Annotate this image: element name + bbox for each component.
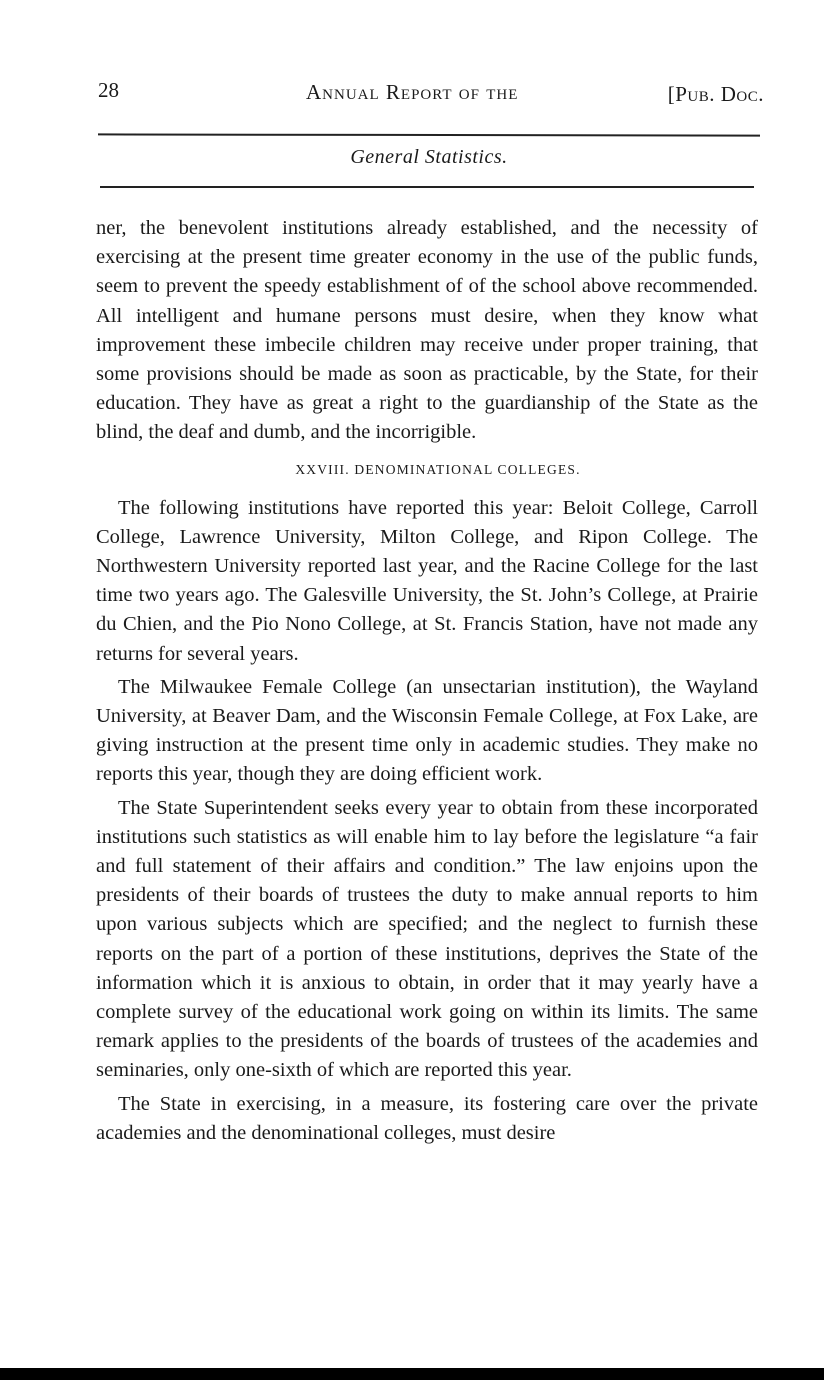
- section-heading: General Statistics.: [350, 146, 508, 168]
- page-header: [96, 78, 764, 114]
- paragraph: The following institutions have reported this year: Beloit College, Carroll College, Lawrence University, Milton College, and Ripon College. The Northwestern University reported last year, and the Racine College for the last time two years ago. The Galesville University, the St. John’s College, at Prairie du Chien, and the Pio Nono College, at St. Francis Station, have not made any returns for several years.: [96, 496, 758, 665]
- paragraph: The State Superintendent seeks every year to obtain from these incorporated institutions such statistics as will enable him to lay before the legislature “a fair and full statement of their affairs and condition.” The law enjoins upon the presidents of their boards of trustees the duty to make annual reports to him upon various subjects which are specified; and the neglect to furnish these reports on the part of a portion of these institutions, deprives the State of the information which it is anxious to obtain, in order that it may yearly have a complete survey of the educational work going on within its limits. The same remark applies to the presidents of the boards of trustees of the academies and seminaries, only one-sixth of which are reported this year.: [96, 796, 758, 1082]
- document-label: [Pub. Doc.: [667, 82, 764, 106]
- subsection-heading: XXVIII. DENOMINATIONAL COLLEGES.: [295, 461, 581, 477]
- paragraph: The State in exercising, in a measure, its fostering care over the private academies and the denominational colleges, must desire: [96, 1092, 758, 1144]
- header-rule-top: [98, 133, 760, 136]
- scan-edge-bar: [0, 1368, 824, 1380]
- running-title: Annual Report of the: [306, 80, 519, 104]
- paragraph: The Milwaukee Female College (an unsectarian institution), the Wayland University, at Beaver Dam, and the Wisconsin Female College, at Fox Lake, are giving instruction at the present time only in academic studies. They make no reports this year, though they are doing efficient work.: [96, 675, 758, 786]
- body-text: [96, 214, 758, 1148]
- page-number: 28: [98, 78, 119, 102]
- header-rule-bottom: [100, 186, 754, 188]
- paragraph-continuation: ner, the benevolent institutions already established, and the necessity of exercising at the present time greater economy in the use of the public funds, seem to prevent the speedy establishment of of the school above recommended. All intelligent and humane persons must desire, when they know what improvement these imbecile children may receive under proper training, that some provisions should be made as soon as practicable, by the State, for their education. They have as great a right to the guardianship of the State as the blind, the deaf and dumb, and the incorrigible.: [96, 217, 758, 444]
